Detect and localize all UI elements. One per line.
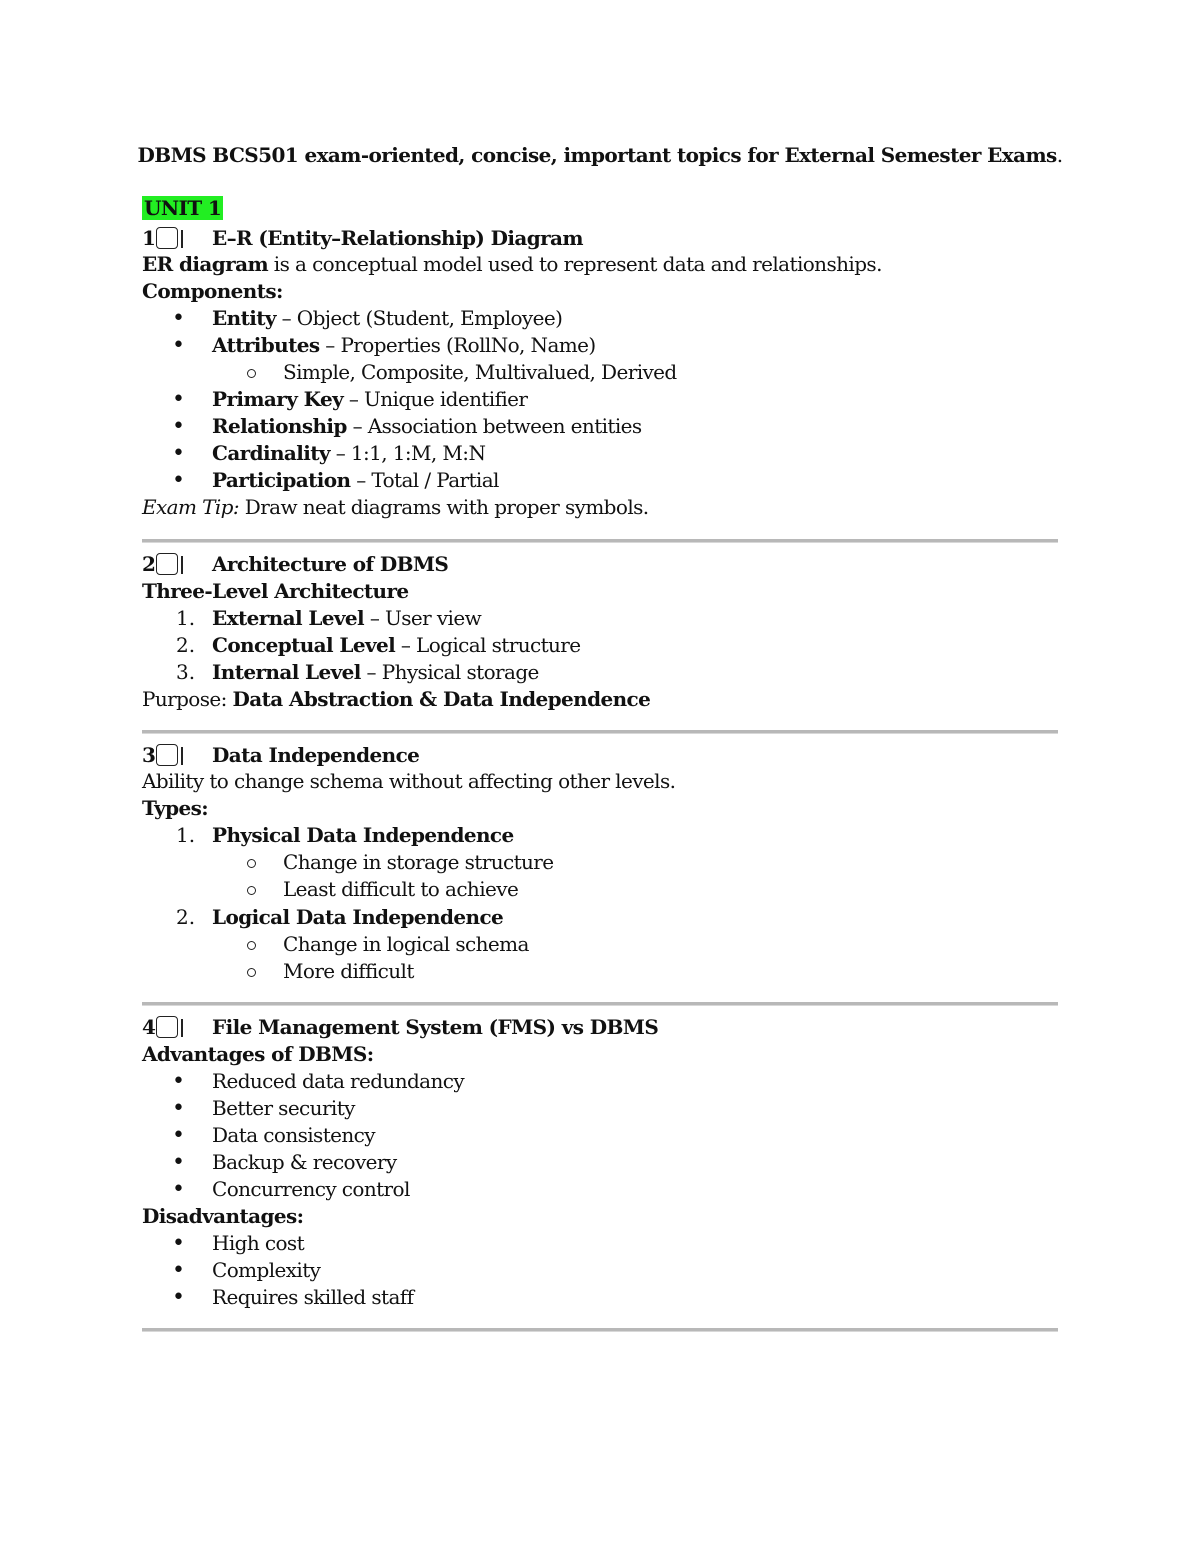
list-item bbox=[212, 605, 1058, 632]
bullet-icon: • bbox=[172, 387, 185, 412]
item-term: Primary Key bbox=[212, 387, 344, 411]
item-desc: – Unique identifier bbox=[343, 387, 528, 411]
circle-bullet-icon bbox=[247, 968, 256, 977]
section-1-heading: E–R (Entity–Relationship) Diagram bbox=[212, 226, 583, 250]
item-desc: – Total / Partial bbox=[350, 468, 499, 492]
unit-label: UNIT 1 bbox=[144, 196, 222, 220]
list-item: Complexity bbox=[212, 1258, 321, 1282]
bullet-icon: • bbox=[172, 441, 185, 466]
list-number: 1. bbox=[176, 823, 196, 847]
item-desc: – Object (Student, Employee) bbox=[275, 306, 563, 330]
list-number: 3. bbox=[176, 660, 196, 684]
bullet-icon: • bbox=[172, 1123, 185, 1148]
item-term: Internal Level bbox=[212, 660, 361, 684]
item-desc: – Logical structure bbox=[395, 633, 581, 657]
item-desc: – Properties (RollNo, Name) bbox=[319, 333, 596, 357]
keycap-icon bbox=[156, 744, 178, 766]
unit-label-line bbox=[142, 195, 1058, 222]
keycap-icon bbox=[156, 1016, 178, 1038]
sub-list-item: More difficult bbox=[283, 959, 414, 983]
list-item bbox=[212, 305, 1058, 332]
circle-bullet-icon bbox=[247, 886, 256, 895]
components-label: Components: bbox=[142, 279, 283, 303]
bullet-icon: • bbox=[172, 1177, 185, 1202]
intro-text: is a conceptual model used to represent data and relationships. bbox=[268, 252, 882, 276]
purpose-value: Data Abstraction & Data Independence bbox=[232, 687, 651, 711]
intro-term: ER diagram bbox=[142, 252, 269, 276]
purpose-line bbox=[142, 686, 1058, 715]
list-item: Better security bbox=[212, 1096, 355, 1120]
bullet-icon: • bbox=[172, 306, 185, 331]
section-2-heading: Architecture of DBMS bbox=[212, 552, 449, 576]
list-number: 2. bbox=[176, 633, 196, 657]
item-term: Attributes bbox=[212, 333, 320, 357]
item-term: External Level bbox=[212, 606, 365, 630]
section-4-number: 4 bbox=[142, 1015, 156, 1039]
circle-bullet-icon bbox=[247, 859, 256, 868]
list-item bbox=[212, 332, 1058, 359]
item-desc: – 1:1, 1:M, M:N bbox=[329, 441, 486, 465]
circle-bullet-icon bbox=[247, 941, 256, 950]
bullet-icon: • bbox=[172, 468, 185, 493]
bullet-icon: • bbox=[172, 1069, 185, 1094]
list-item: Concurrency control bbox=[212, 1177, 410, 1201]
item-term: Entity bbox=[212, 306, 276, 330]
bullet-icon: • bbox=[172, 1231, 185, 1256]
list-item: Backup & recovery bbox=[212, 1150, 397, 1174]
tip-label: Exam Tip: bbox=[142, 495, 240, 519]
section-3-heading: Data Independence bbox=[212, 743, 420, 767]
list-item: Requires skilled staff bbox=[212, 1285, 414, 1309]
list-item bbox=[212, 386, 1058, 413]
item-term: Participation bbox=[212, 468, 351, 492]
section-4-heading: File Management System (FMS) vs DBMS bbox=[212, 1015, 659, 1039]
item-term: Relationship bbox=[212, 414, 347, 438]
horizontal-divider bbox=[142, 1002, 1058, 1006]
sub-list-item: Change in storage structure bbox=[283, 850, 554, 874]
exam-tip bbox=[142, 494, 1058, 523]
bullet-icon: • bbox=[172, 414, 185, 439]
horizontal-divider bbox=[142, 730, 1058, 734]
section-2-subheading: Three-Level Architecture bbox=[142, 579, 409, 603]
keycap-icon bbox=[156, 553, 178, 575]
bullet-icon: • bbox=[172, 1096, 185, 1121]
document-title bbox=[0, 142, 1200, 169]
item-desc: – Physical storage bbox=[360, 660, 539, 684]
list-item bbox=[212, 413, 1058, 440]
item-term: Conceptual Level bbox=[212, 633, 396, 657]
section-3-intro: Ability to change schema without affecting other levels. bbox=[142, 769, 676, 793]
advantages-label: Advantages of DBMS: bbox=[142, 1042, 374, 1066]
bullet-icon: • bbox=[172, 1150, 185, 1175]
list-item: Reduced data redundancy bbox=[212, 1069, 465, 1093]
title-period: . bbox=[1056, 143, 1063, 167]
purpose-label: Purpose: bbox=[142, 687, 233, 711]
tip-text: Draw neat diagrams with proper symbols. bbox=[239, 495, 649, 519]
bullet-icon: • bbox=[172, 1258, 185, 1283]
disadvantages-label: Disadvantages: bbox=[142, 1204, 304, 1228]
horizontal-divider bbox=[142, 539, 1058, 543]
item-desc: – User view bbox=[364, 606, 482, 630]
type-heading: Physical Data Independence bbox=[212, 823, 514, 847]
sub-list-item: Simple, Composite, Multivalued, Derived bbox=[283, 360, 677, 384]
list-number: 1. bbox=[176, 606, 196, 630]
list-item: Data consistency bbox=[212, 1123, 375, 1147]
sub-list-item: Change in logical schema bbox=[283, 932, 529, 956]
list-item bbox=[212, 632, 1058, 659]
sub-list-item: Least difficult to achieve bbox=[283, 877, 519, 901]
horizontal-divider bbox=[142, 1328, 1058, 1332]
list-item bbox=[212, 440, 1058, 467]
item-desc: – Association between entities bbox=[346, 414, 642, 438]
type-heading: Logical Data Independence bbox=[212, 905, 504, 929]
item-term: Cardinality bbox=[212, 441, 330, 465]
bullet-icon: • bbox=[172, 1285, 185, 1310]
types-label: Types: bbox=[142, 796, 209, 820]
list-number: 2. bbox=[176, 905, 196, 929]
section-2-number: 2 bbox=[142, 552, 156, 576]
circle-bullet-icon bbox=[247, 369, 256, 378]
bullet-icon: • bbox=[172, 333, 185, 358]
list-item bbox=[212, 659, 1058, 686]
title-text: DBMS BCS501 exam-oriented, concise, important topics for External Semester Exams bbox=[137, 143, 1057, 167]
section-1-number: 1 bbox=[142, 226, 156, 250]
keycap-icon bbox=[156, 227, 178, 249]
section-3-number: 3 bbox=[142, 743, 156, 767]
list-item: High cost bbox=[212, 1231, 305, 1255]
list-item bbox=[212, 467, 1058, 494]
section-1-intro bbox=[142, 251, 1058, 278]
